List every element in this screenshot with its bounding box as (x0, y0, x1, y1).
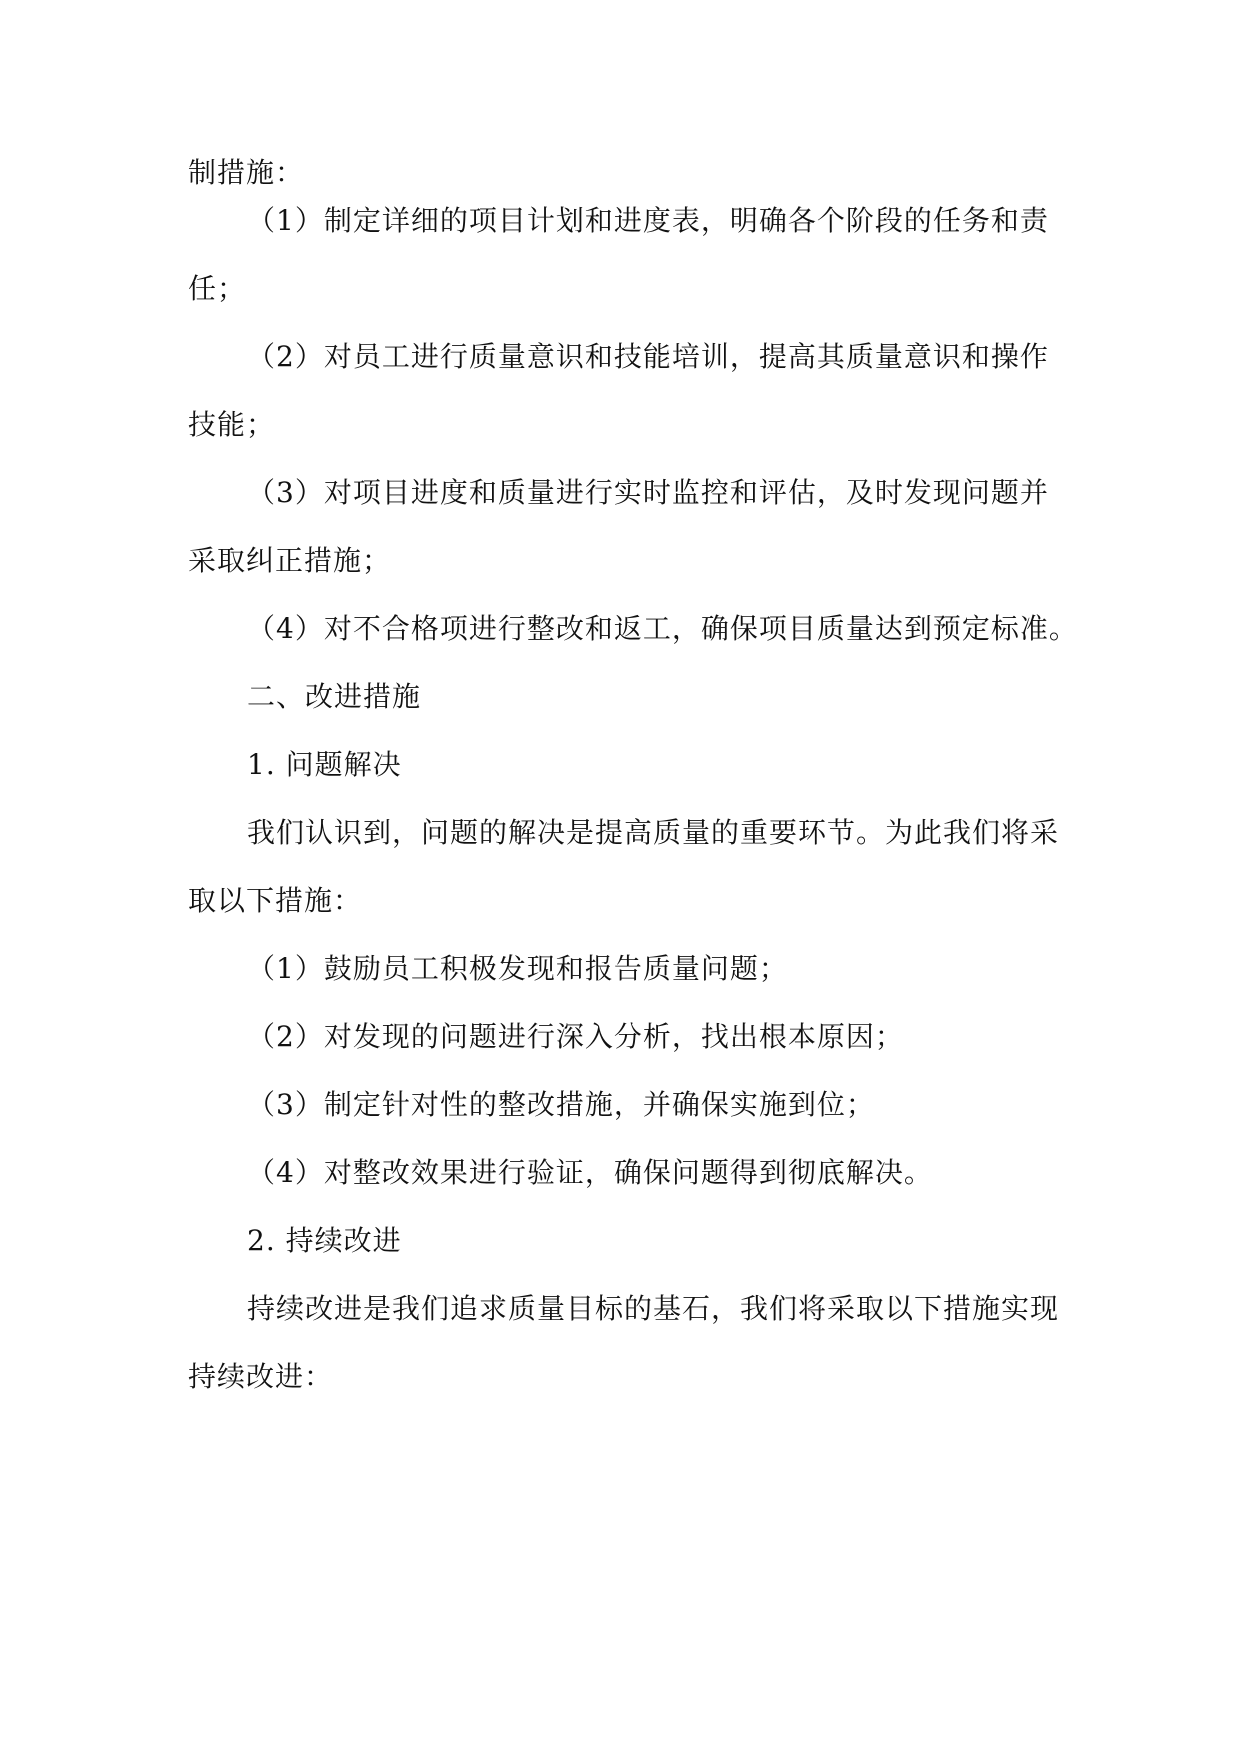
text-line: （1）鼓励员工积极发现和报告质量问题； (247, 952, 788, 985)
text-line: （3）制定针对性的整改措施，并确保实施到位； (247, 1088, 875, 1121)
text-line: （1）制定详细的项目计划和进度表，明确各个阶段的任务和责 (247, 204, 1049, 237)
text-line: 任； (188, 272, 247, 305)
text-line: （4）对不合格项进行整改和返工，确保项目质量达到预定标准。 (247, 612, 1078, 645)
text-line: 技能； (188, 408, 276, 441)
text-line: （2）对发现的问题进行深入分析，找出根本原因； (247, 1020, 904, 1053)
text-line: 采取纠正措施； (188, 544, 392, 577)
text-line: （3）对项目进度和质量进行实时监控和评估，及时发现问题并 (247, 476, 1049, 509)
text-line: （2）对员工进行质量意识和技能培训，提高其质量意识和操作 (247, 340, 1049, 373)
text-line: 我们认识到，问题的解决是提高质量的重要环节。为此我们将采 (247, 816, 1060, 849)
text-line: 取以下措施： (188, 884, 363, 917)
section-heading: 二、改进措施 (247, 680, 422, 713)
text-line: 持续改进： (188, 1360, 334, 1393)
text-line: 持续改进是我们追求质量目标的基石，我们将采取以下措施实现 (247, 1292, 1060, 1325)
text-line: （4）对整改效果进行验证，确保问题得到彻底解决。 (247, 1156, 933, 1189)
subsection-heading: 2. 持续改进 (247, 1224, 402, 1257)
text-line: 制措施： (188, 156, 305, 189)
subsection-heading: 1. 问题解决 (247, 748, 402, 781)
